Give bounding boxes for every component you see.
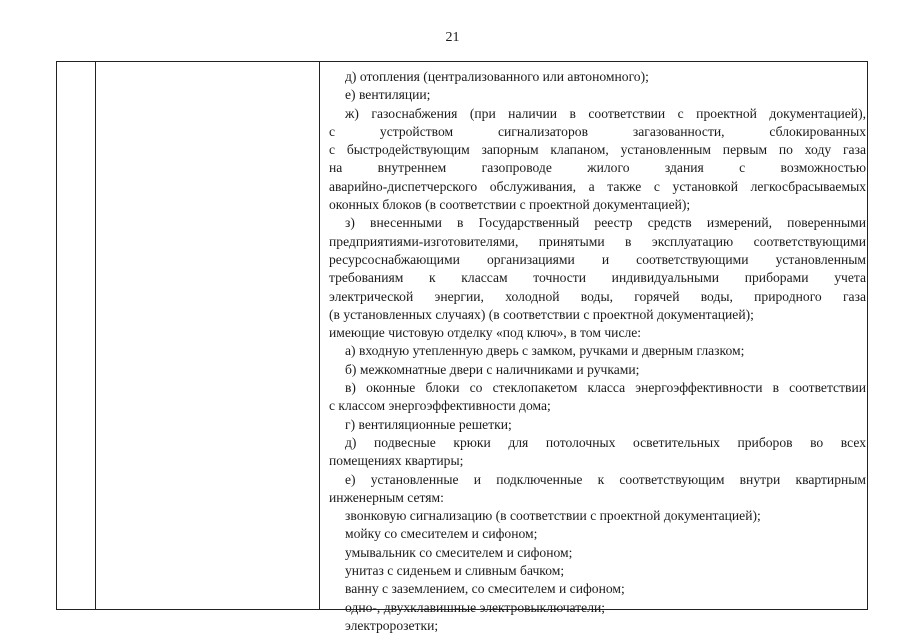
text-line: помещениях квартиры; <box>329 453 464 469</box>
text-line: с классом энергоэффективности дома; <box>329 398 551 414</box>
text-line: унитаз с сиденьем и сливным бачком; <box>345 563 565 579</box>
text-line: ванну с заземлением, со смесителем и сифоном; <box>345 581 625 597</box>
text-line: а) входную утепленную дверь с замком, ручками и дверным глазком; <box>345 343 745 359</box>
content-cell <box>329 68 866 635</box>
text-line: д) отопления (централизованного или автономного); <box>345 69 649 84</box>
text-line: на внутреннем газопроводе жилого здания с возможностью <box>329 160 866 176</box>
text-line: е) установленные и подключенные к соответствующим внутри квартирным <box>345 471 866 487</box>
text-line: г) вентиляционные решетки; <box>345 416 512 432</box>
text-line: аварийно-диспетчерского обслуживания, а также с установкой легкосбрасываемых <box>329 178 866 194</box>
text-line: е) вентиляции; <box>345 87 431 103</box>
text-line: з) внесенными в Государственный реестр средств измерений, поверенными <box>345 215 866 231</box>
text-line: с быстродействующим запорным клапаном, установленным первым по ходу газа <box>329 142 866 158</box>
column-divider-2 <box>319 62 320 609</box>
text-line: б) межкомнатные двери с наличниками и ручками; <box>345 361 640 377</box>
document-table <box>56 61 868 633</box>
page-number: 21 <box>445 30 460 45</box>
text-line: ж) газоснабжения (при наличии в соответствии с проектной документацией), <box>345 105 866 121</box>
text-line: требованиям к классам точности индивидуальными приборами учета <box>329 270 866 286</box>
text-line: имеющие чистовую отделку «под ключ», в том числе: <box>329 325 642 341</box>
text-line: в) оконные блоки со стеклопакетом класса энергоэффективности в соответствии <box>345 380 866 396</box>
text-line: (в установленных случаях) (в соответствии с проектной документацией); <box>329 306 754 322</box>
text-line: ресурсоснабжающими организациями и соответствующими установленным <box>329 251 866 267</box>
text-line: предприятиями-изготовителями, принятыми в эксплуатацию соответствующими <box>329 233 866 249</box>
text-line: с устройством сигнализаторов загазованности, сблокированных <box>329 123 866 139</box>
text-line: электророзетки; <box>345 617 439 633</box>
text-line: д) подвесные крюки для потолочных осветительных приборов во всех <box>345 434 866 450</box>
text-line: электрической энергии, холодной воды, горячей воды, природного газа <box>329 288 866 304</box>
text-line: одно-, двухклавишные электровыключатели; <box>345 599 606 615</box>
text-line: инженерным сетям: <box>329 489 444 505</box>
text-line: мойку со смесителем и сифоном; <box>345 526 538 542</box>
text-line: оконных блоков (в соответствии с проектной документацией); <box>329 197 691 213</box>
text-line: умывальник со смесителем и сифоном; <box>345 544 573 560</box>
column-divider-1 <box>95 62 96 609</box>
text-line: звонковую сигнализацию (в соответствии с проектной документацией); <box>345 508 761 524</box>
